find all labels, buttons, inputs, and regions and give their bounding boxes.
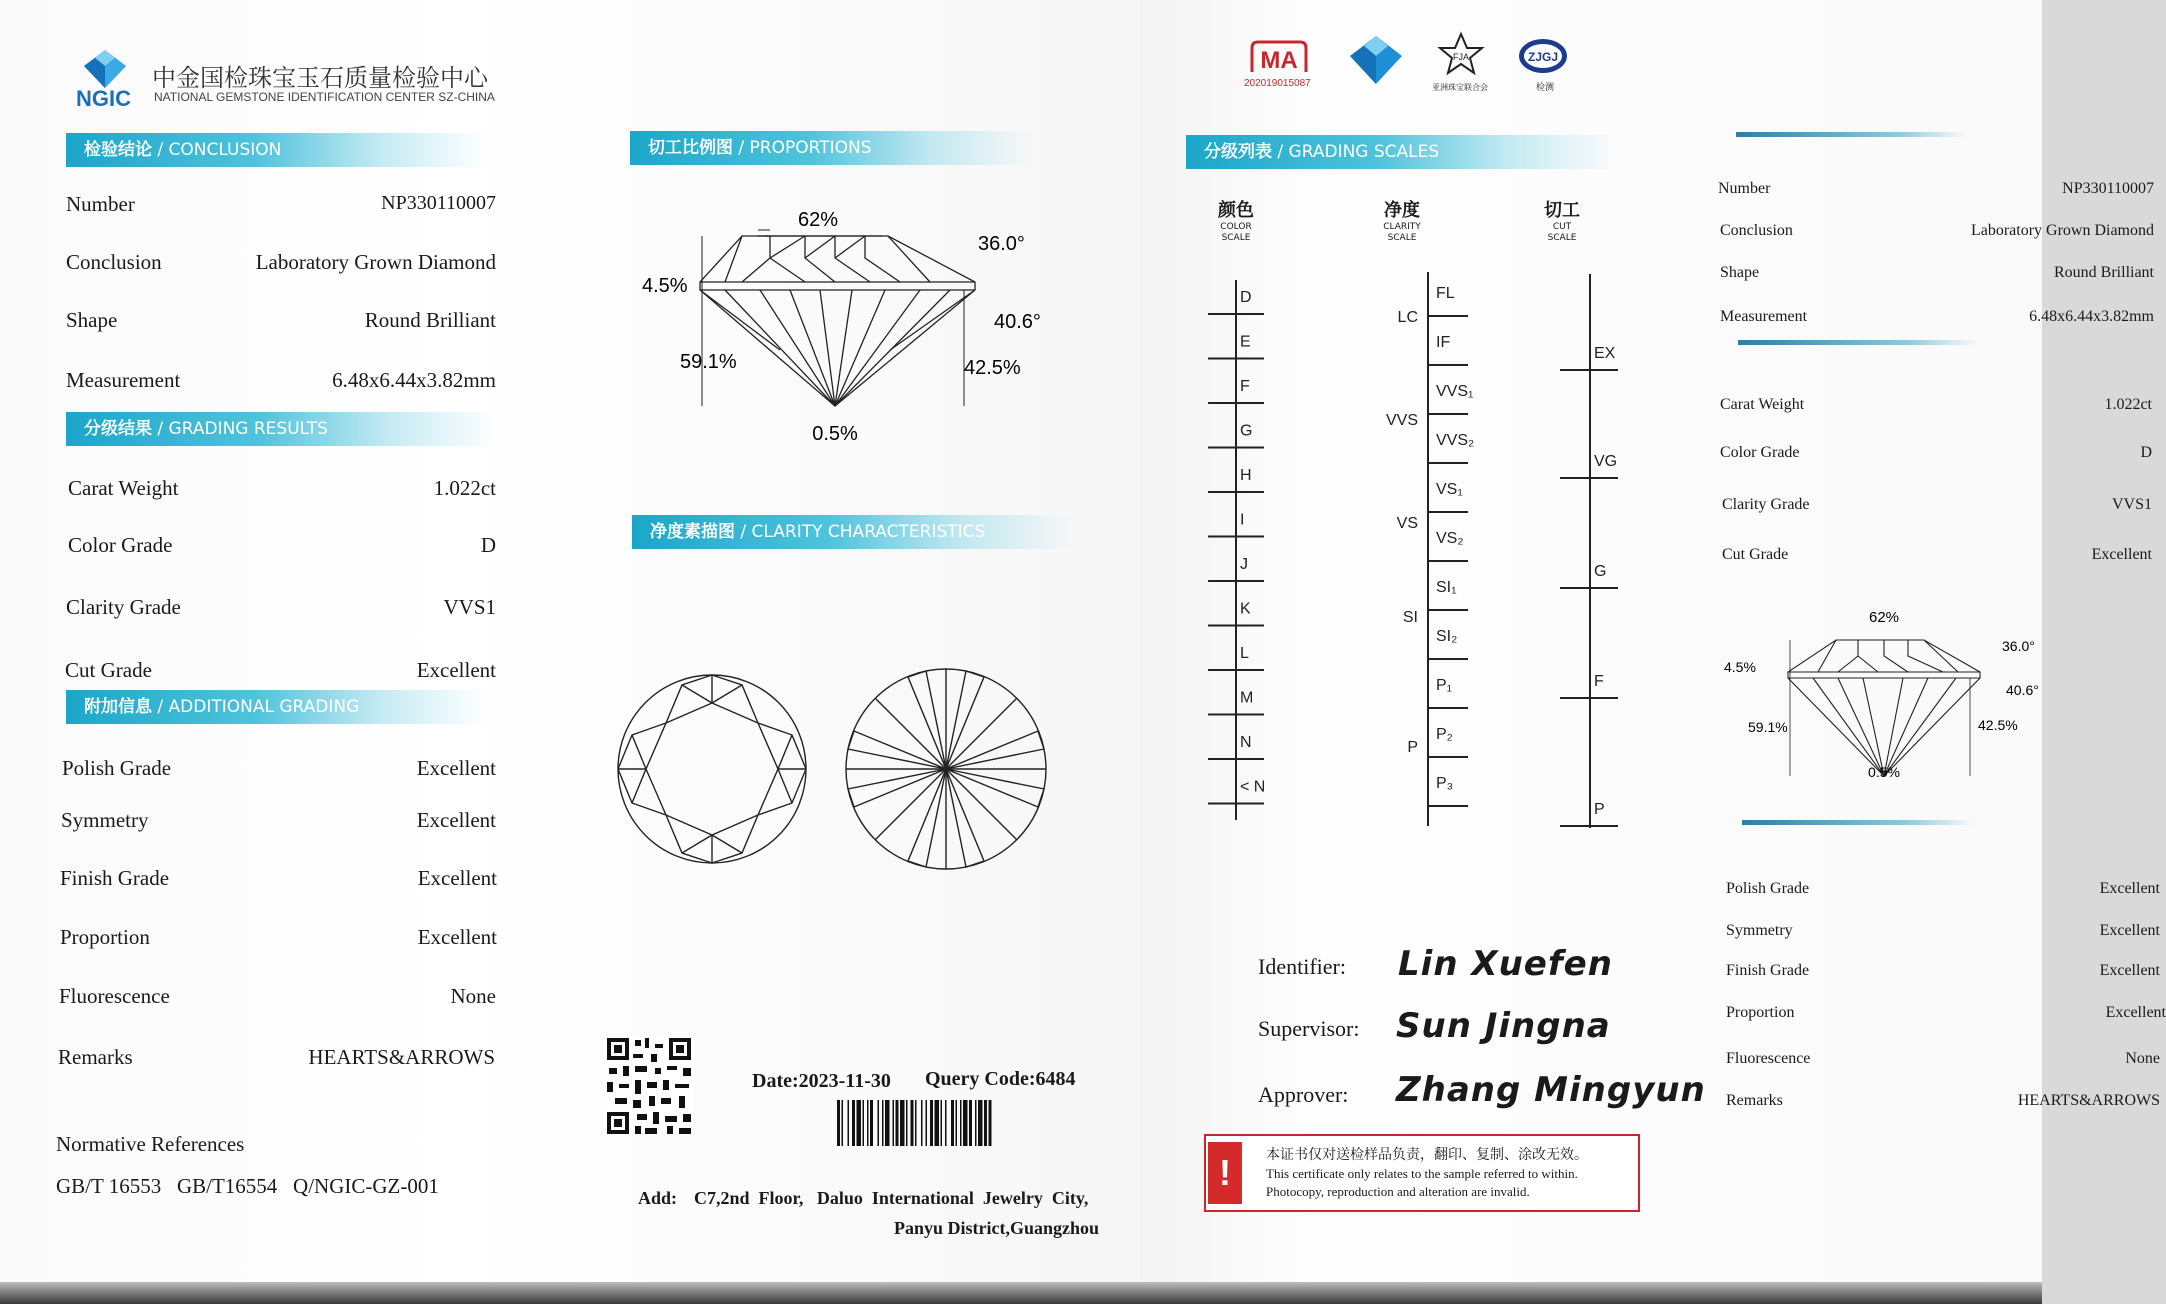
barcode-bar <box>951 1100 954 1146</box>
cut-grade-label: F <box>1594 673 1604 690</box>
org-name-en: NATIONAL GEMSTONE IDENTIFICATION CENTER SZ-CHINA <box>154 90 495 104</box>
address-line-1: C7,2nd Floor, Daluo International Jewelry City, <box>694 1188 1089 1208</box>
svg-text:MA: MA <box>1260 47 1298 74</box>
ngic-mark-icon <box>1348 34 1404 86</box>
total-depth-label: 59.1% <box>680 351 737 373</box>
card-number-row: Number NP330110007 <box>1718 180 2154 197</box>
card-crown-angle-label: 36.0° <box>2002 638 2035 654</box>
barcode-bar <box>837 1100 840 1146</box>
color-grade-label: I <box>1240 511 1245 529</box>
cut-grade-label: VG <box>1594 453 1618 470</box>
query-code: Query Code:6484 <box>925 1068 1076 1090</box>
card-culet-label: 0.5% <box>1868 764 1900 780</box>
supervisor-row: Supervisor: <box>1258 1016 1360 1041</box>
conclusion-row: Conclusion Laboratory Grown Diamond <box>66 250 496 274</box>
report-right-sheet <box>1140 0 2166 1304</box>
remarks-row: Remarks HEARTS&ARROWS <box>58 1045 495 1069</box>
cma-number: 202019015087 <box>1244 78 1311 89</box>
cut-grade-label: EX <box>1594 345 1616 362</box>
card-divider-bottom <box>1742 820 1974 825</box>
barcode-bar <box>960 1100 962 1146</box>
barcode-bar <box>852 1100 855 1146</box>
barcode-bar <box>989 1100 992 1146</box>
qr-code[interactable] <box>605 1036 693 1136</box>
grading-results-banner: 分级结果 / GRADING RESULTS <box>66 412 496 446</box>
barcode-bar <box>945 1100 947 1146</box>
clarity-group-label: P <box>1407 739 1418 756</box>
barcode-bar <box>848 1100 850 1146</box>
barcode-bar <box>926 1100 928 1146</box>
crown-angle-label: 36.0° <box>978 233 1025 255</box>
card-proportion-diagram <box>1718 600 2158 790</box>
card-proportion-row: Proportion Excellent <box>1726 1004 2166 1021</box>
barcode-bar <box>882 1100 884 1146</box>
card-fluorescence-row: Fluorescence None <box>1726 1050 2160 1067</box>
polish-row: Polish Grade Excellent <box>62 756 496 780</box>
barcode-bar <box>842 1100 844 1146</box>
proportions-banner: 切工比例图 / PROPORTIONS <box>630 131 1030 165</box>
supervisor-signature: Sun Jingna <box>1396 1006 1611 1046</box>
clarity-grade-label: P₂ <box>1436 726 1453 743</box>
address-label: Add: <box>638 1188 678 1208</box>
zjgj-caption: 检测 <box>1536 83 1555 93</box>
barcode-bar <box>863 1100 865 1146</box>
approver-signature: Zhang Mingyun <box>1396 1070 1706 1110</box>
photo-bottom-edge <box>0 1282 2042 1304</box>
color-grade-label: D <box>1240 289 1252 306</box>
barcode-bar <box>984 1100 987 1146</box>
crown-plot <box>612 665 812 873</box>
card-clarity-row: Clarity Grade VVS1 <box>1722 496 2152 513</box>
card-polish-row: Polish Grade Excellent <box>1726 880 2160 897</box>
barcode-bar <box>885 1100 890 1146</box>
card-crown-height-label: 4.5% <box>1724 659 1756 675</box>
report-date: Date:2023-11-30 <box>752 1070 891 1092</box>
clarity-scale-title: 净度 CLARITY SCALE <box>1383 200 1421 243</box>
barcode-bar <box>915 1100 917 1146</box>
barcode-bar <box>857 1100 862 1146</box>
barcode-bar <box>921 1100 923 1146</box>
grading-scales <box>1200 270 1620 840</box>
barcode-bar <box>978 1100 983 1146</box>
svg-text:FJA: FJA <box>1452 52 1470 62</box>
proportion-row: Proportion Excellent <box>60 925 497 949</box>
color-grade-label: K <box>1240 600 1251 618</box>
card-divider-mid <box>1738 340 1978 345</box>
color-grade-label: E <box>1240 333 1251 351</box>
color-grade-label: M <box>1240 689 1254 707</box>
finish-row: Finish Grade Excellent <box>60 866 497 890</box>
fja-logo-icon <box>1436 32 1486 76</box>
approver-row: Approver: <box>1258 1082 1349 1107</box>
color-row: Color Grade D <box>68 533 496 557</box>
card-measurement-row: Measurement 6.48x6.44x3.82mm <box>1720 308 2154 325</box>
conclusion-banner: 检验结论 / CONCLUSION <box>66 133 486 167</box>
barcode-bar <box>878 1100 880 1146</box>
clarity-grade-label: VVS₁ <box>1436 383 1474 400</box>
card-pavilion-angle-label: 40.6° <box>2006 682 2039 698</box>
card-total-depth-label: 59.1% <box>1748 719 1788 735</box>
fja-caption: 亚洲珠宝联合会 <box>1432 83 1488 92</box>
clarity-row: Clarity Grade VVS1 <box>66 595 496 619</box>
clarity-grade-label: VS₁ <box>1436 481 1463 498</box>
barcode-bar <box>906 1100 908 1146</box>
card-table-label: 62% <box>1868 609 1900 626</box>
barcode-bar <box>975 1100 977 1146</box>
card-remarks-row: Remarks HEARTS&ARROWS <box>1726 1092 2160 1109</box>
color-grade-label: F <box>1240 378 1250 395</box>
barcode-bar <box>870 1100 873 1146</box>
clarity-grade-label: IF <box>1436 334 1451 351</box>
color-grade-label: G <box>1240 422 1253 440</box>
color-grade-label: L <box>1240 645 1249 662</box>
address-line-2: Panyu District,Guangzhou <box>894 1218 1100 1238</box>
card-shape-row: Shape Round Brilliant <box>1720 264 2154 281</box>
color-scale-title: 颜色 COLOR SCALE <box>1218 200 1254 243</box>
identifier-row: Identifier: <box>1258 954 1346 979</box>
card-conclusion-row: Conclusion Laboratory Grown Diamond <box>1720 222 2154 239</box>
clarity-group-label: VVS <box>1385 412 1418 429</box>
measurement-row: Measurement 6.48x6.44x3.82mm <box>66 368 496 392</box>
barcode-bar <box>930 1100 933 1146</box>
card-symmetry-row: Symmetry Excellent <box>1726 922 2160 939</box>
fluorescence-row: Fluorescence None <box>59 984 496 1008</box>
pavilion-plot <box>842 665 1050 873</box>
table-label: 62% <box>797 209 839 231</box>
pavilion-angle-label: 40.6° <box>994 311 1041 333</box>
cut-row: Cut Grade Excellent <box>65 658 496 682</box>
clarity-grade-label: P₁ <box>1436 677 1453 694</box>
barcode-bar <box>896 1100 899 1146</box>
normative-refs: GB/T 16553 GB/T16554 Q/NGIC-GZ-001 <box>56 1174 439 1198</box>
cut-grade-label: G <box>1594 563 1607 580</box>
cut-scale-title: 切工 CUT SCALE <box>1544 200 1580 243</box>
color-grade-label: N <box>1240 734 1252 751</box>
org-name-cn: 中金国检珠宝玉石质量检验中心 <box>152 64 488 92</box>
clarity-grade-label: SI₁ <box>1436 579 1457 596</box>
barcode-bar <box>911 1100 914 1146</box>
barcode-bar <box>935 1100 940 1146</box>
additional-banner: 附加信息 / ADDITIONAL GRADING <box>66 690 486 724</box>
barcode-bar <box>956 1100 958 1146</box>
clarity-group-label: VS <box>1396 515 1418 532</box>
disclaimer-en-2: Photocopy, reproduction and alteration are invalid. <box>1266 1184 1530 1199</box>
clarity-grade-label: SI₂ <box>1436 628 1458 645</box>
card-cut-row: Cut Grade Excellent <box>1722 546 2152 563</box>
color-grade-label: J <box>1240 556 1248 573</box>
pavilion-depth-label: 42.5% <box>964 357 1021 379</box>
normative-label: Normative References <box>56 1132 245 1156</box>
zjgj-logo-icon <box>1516 36 1570 76</box>
barcode-bar <box>867 1100 869 1146</box>
card-pavilion-depth-label: 42.5% <box>1978 717 2018 733</box>
culet-label: 0.5% <box>812 423 858 445</box>
barcode-bar <box>969 1100 972 1146</box>
clarity-grade-label: VVS₂ <box>1436 432 1475 449</box>
card-color-row: Color Grade D <box>1720 444 2152 461</box>
shape-row: Shape Round Brilliant <box>66 308 496 332</box>
number-row: Number NP330110007 <box>66 192 496 216</box>
crown-height-label: 4.5% <box>642 275 688 297</box>
grading-scales-banner: 分级列表 / GRADING SCALES <box>1186 135 1616 169</box>
barcode-bar <box>900 1100 905 1146</box>
clarity-banner: 净度素描图 / CLARITY CHARACTERISTICS <box>632 515 1072 549</box>
disclaimer-cn: 本证书仅对送检样品负责，翻印、复制、涂改无效。 <box>1266 1147 1588 1163</box>
clarity-group-label: LC <box>1397 309 1418 326</box>
barcode-bar <box>893 1100 895 1146</box>
clarity-grade-label: P₃ <box>1436 775 1454 792</box>
clarity-grade-label: VS₂ <box>1436 530 1464 547</box>
disclaimer-box <box>1204 1134 1640 1212</box>
symmetry-row: Symmetry Excellent <box>61 808 496 832</box>
identifier-signature: Lin Xuefen <box>1398 944 1613 984</box>
card-carat-row: Carat Weight 1.022ct <box>1720 396 2152 413</box>
ngic-logo-text: NGIC <box>76 86 131 111</box>
disclaimer-en-1: This certificate only relates to the sample referred to within. <box>1266 1166 1578 1181</box>
card-divider-top <box>1736 132 1966 137</box>
carat-row: Carat Weight 1.022ct <box>68 476 496 500</box>
clarity-grade-label: FL <box>1436 285 1455 302</box>
clarity-group-label: SI <box>1402 609 1418 626</box>
svg-text:ZJGJ: ZJGJ <box>1527 50 1559 64</box>
barcode[interactable] <box>835 1100 1081 1146</box>
card-finish-row: Finish Grade Excellent <box>1726 962 2160 979</box>
color-grade-label: H <box>1240 467 1252 484</box>
barcode-bar <box>963 1100 968 1146</box>
warning-icon: ! <box>1208 1142 1242 1204</box>
cut-grade-label: P <box>1594 801 1605 818</box>
proportion-diagram <box>630 200 1050 450</box>
cma-logo-icon <box>1246 38 1312 76</box>
barcode-bar <box>941 1100 943 1146</box>
color-grade-label: < N <box>1240 778 1266 796</box>
